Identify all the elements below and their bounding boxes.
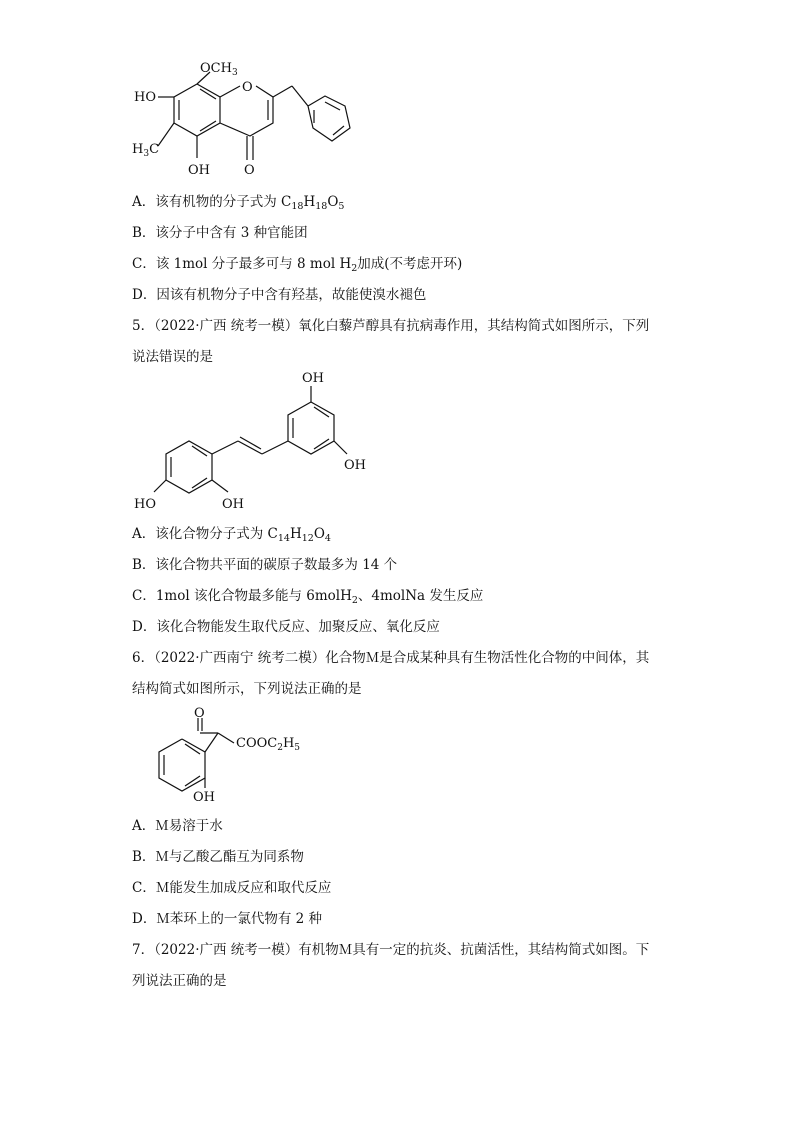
label-h3c: $H_3C$ xyxy=(132,142,160,159)
q5-stem-line1: 5．（2022·广西 统考一模）氧化白藜芦醇具有抗病毒作用，其结构简式如图所示，下列 xyxy=(132,318,650,334)
label-oh: OH xyxy=(188,163,210,178)
label-ester: $COOC_2H_5$ xyxy=(236,736,301,753)
label-keto-o: O xyxy=(244,163,255,178)
label-och3: $OCH_3$ xyxy=(200,61,238,78)
q5-option-c: C．1mol 该化合物最多能与 6molH$_2$、4molNa 发生反应 xyxy=(132,588,484,606)
q5-stem-line2: 说法错误的是 xyxy=(132,349,213,365)
q7-stem-line2: 列说法正确的是 xyxy=(132,973,227,989)
structure-oxyresveratrol xyxy=(0,370,794,520)
label-oh-top: OH xyxy=(302,371,324,386)
structure-compound-m xyxy=(0,705,794,805)
label-oh-right: OH xyxy=(344,458,366,473)
q4-option-c: C．该 1mol 分子最多可与 8 mol $H_2$加成(不考虑开环) xyxy=(132,256,463,274)
q7-stem-line1: 7．（2022·广西 统考一模）有机物Ｍ具有一定的抗炎、抗菌活性，其结构简式如图。下 xyxy=(132,942,650,958)
q6-stem-line2: 结构简式如图所示，下列说法正确的是 xyxy=(132,681,362,697)
q5-option-b: B．该化合物共平面的碳原子数最多为 14 个 xyxy=(132,557,398,573)
q6-stem-line1: 6．（2022·广西南宁 统考二模）化合物Ｍ是合成某种具有生物活性化合物的中间体，其 xyxy=(132,650,650,666)
label-oh-bottom: OH xyxy=(222,497,244,512)
q4-option-d: D．因该有机物分子中含有羟基，故能使溴水褪色 xyxy=(132,287,427,303)
q5-option-a: A．该化合物分子式为 $C_{14}H_{12}O_4$ xyxy=(132,526,331,544)
label-ring-o: O xyxy=(242,80,253,95)
q4-option-b: B．该分子中含有 3 种官能团 xyxy=(132,225,308,241)
q4-option-a: A．该有机物的分子式为 $C_{18}H_{18}O_5$ xyxy=(132,194,345,212)
q6-option-a: A．Ｍ易溶于水 xyxy=(132,818,223,834)
label-ho: HO xyxy=(134,90,156,105)
q6-option-d: D．Ｍ苯环上的一氯代物有 2 种 xyxy=(132,911,322,927)
q6-option-b: B．Ｍ与乙酸乙酯互为同系物 xyxy=(132,849,304,865)
label-o: O xyxy=(194,706,205,721)
label-oh: OH xyxy=(193,790,215,805)
q5-option-d: D．该化合物能发生取代反应、加聚反应、氧化反应 xyxy=(132,619,440,635)
label-ho-left: HO xyxy=(134,497,156,512)
q6-option-c: C．Ｍ能发生加成反应和取代反应 xyxy=(132,880,332,896)
structure-flavone xyxy=(0,0,794,200)
